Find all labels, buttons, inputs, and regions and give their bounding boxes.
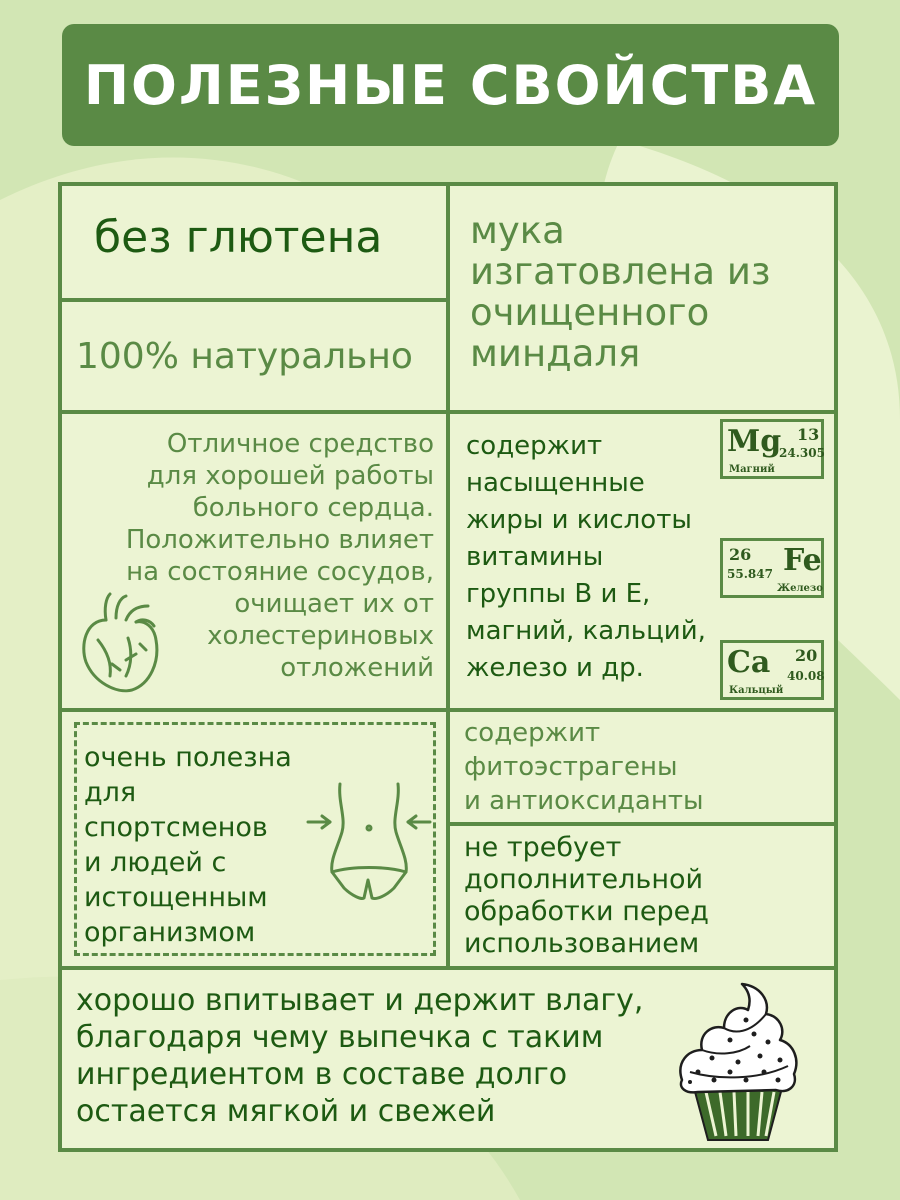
cupcake-icon	[668, 976, 808, 1146]
contains-nutrients-text: содержит насыщенные жиры и кислоты витамины группы В и Е, магний, кальций, железо и др.	[466, 431, 706, 683]
element-calcium: Ca 20 40.08 Кальцый	[720, 640, 824, 700]
cell-gluten-free	[58, 182, 450, 302]
cell-heart-health	[58, 410, 450, 712]
heart-health-text: Отличное средство для хорошей работы больного сердца. Положительно влияет на состояние сосудов, очищает их от холестериновых отложений	[125, 429, 434, 683]
element-iron: 26 Fe 55.847 Железо	[720, 538, 824, 598]
cell-sport	[58, 708, 450, 970]
sport-text: очень полезна для спортсменов и людей с истощенным организмом	[84, 742, 292, 948]
cell-natural	[58, 298, 450, 414]
phytoestrogens-text: содержит фитоэстрагены и антиоксиданты	[464, 718, 704, 816]
cell-no-processing	[446, 822, 838, 970]
flour-text: мука изгатовлена из очищенного миндаля	[470, 209, 771, 375]
cell-moisture	[58, 966, 838, 1152]
heart-icon	[76, 590, 166, 700]
cell-flour	[446, 182, 838, 414]
page-title: ПОЛЕЗНЫЕ СВОЙСТВА	[83, 53, 818, 117]
cell-phytoestrogens	[446, 708, 838, 826]
title-banner	[62, 24, 839, 146]
waist-icon	[304, 776, 434, 906]
natural-text: 100% натурально	[76, 336, 413, 377]
moisture-text: хорошо впитывает и держит влагу, благодаря чему выпечка с таким ингредиентом в составе долго остается мягкой и свежей	[76, 983, 644, 1129]
gluten-free-text: без глютена	[94, 212, 383, 263]
element-magnesium: Mg 13 24.305 Магний	[720, 419, 824, 479]
no-processing-text: не требует дополнительной обработки перед использованием	[464, 832, 709, 959]
